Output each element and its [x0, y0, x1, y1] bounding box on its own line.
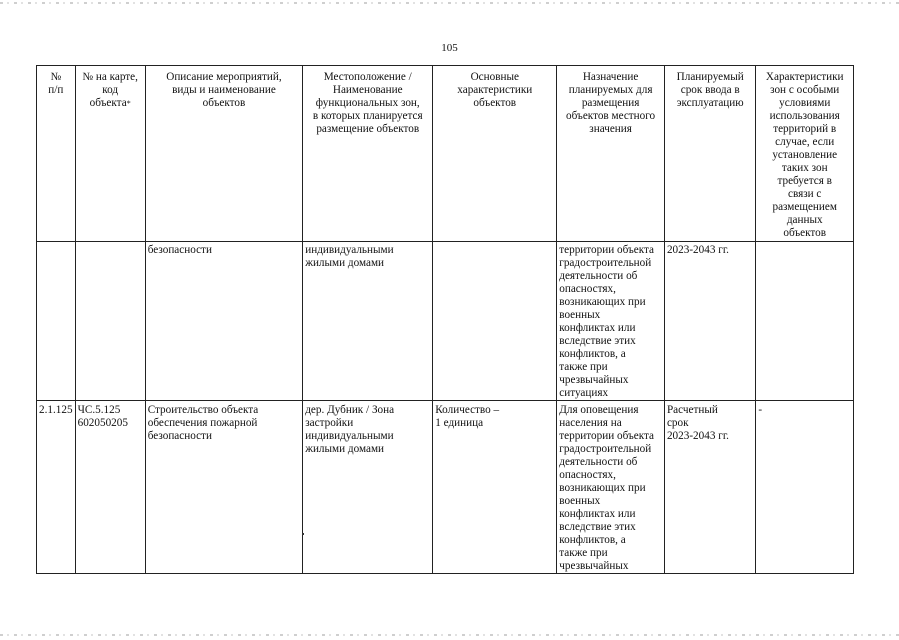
- cell-purpose: Для оповещения населения на территории объекта градостроительной деятельности об опасностях, возникающих при военных конфликтах или вследствие этих конфликтов, а также при чрезвычайных: [557, 401, 665, 574]
- table-row: [37, 401, 854, 574]
- planning-table: [36, 65, 854, 574]
- header-zones: Характеристики зон с особыми условиями использования территорий в случае, если установление таких зон требуется в связи с размещением данных объектов: [756, 66, 854, 242]
- cell-description: безопасности: [145, 242, 303, 401]
- header-num: № п/п: [37, 66, 76, 242]
- cell-term: Расчетный срок 2023-2043 гг.: [664, 401, 755, 574]
- header-characteristics: Основные характеристики объектов: [433, 66, 557, 242]
- cell-zones: -: [756, 401, 854, 574]
- scan-edge-bottom: [0, 634, 899, 636]
- header-purpose: Назначение планируемых для размещения объектов местного значения: [557, 66, 665, 242]
- cell-map-code: [75, 242, 145, 401]
- scan-speck: [302, 533, 304, 535]
- scan-edge-top: [0, 2, 899, 4]
- cell-purpose: территории объекта градостроительной деятельности об опасностях, возникающих при военных конфликтах или вследствие этих конфликтов, а также при чрезвычайных ситуациях: [557, 242, 665, 401]
- cell-location: индивидуальными жилыми домами: [303, 242, 433, 401]
- cell-term: 2023-2043 гг.: [664, 242, 755, 401]
- cell-characteristics: [433, 242, 557, 401]
- header-map-code-footnote-mark: *: [126, 99, 131, 108]
- table-header-row: [37, 66, 854, 242]
- cell-zones: [756, 242, 854, 401]
- header-map-code-text: № на карте, код объекта: [82, 71, 138, 109]
- cell-num: [37, 242, 76, 401]
- header-term: Планируемый срок ввода в эксплуатацию: [664, 66, 755, 242]
- header-map-code: [75, 66, 145, 242]
- cell-num: 2.1.125: [37, 401, 76, 574]
- header-location: Местоположение / Наименование функциональных зон, в которых планируется размещение объектов: [303, 66, 433, 242]
- cell-description: Строительство объекта обеспечения пожарной безопасности: [145, 401, 303, 574]
- header-description: Описание мероприятий, виды и наименование объектов: [145, 66, 303, 242]
- cell-characteristics: Количество – 1 единица: [433, 401, 557, 574]
- cell-location: дер. Дубник / Зона застройки индивидуальными жилыми домами: [303, 401, 433, 574]
- table-row: [37, 242, 854, 401]
- page-number: 105: [441, 42, 458, 54]
- cell-map-code: ЧС.5.125 602050205: [75, 401, 145, 574]
